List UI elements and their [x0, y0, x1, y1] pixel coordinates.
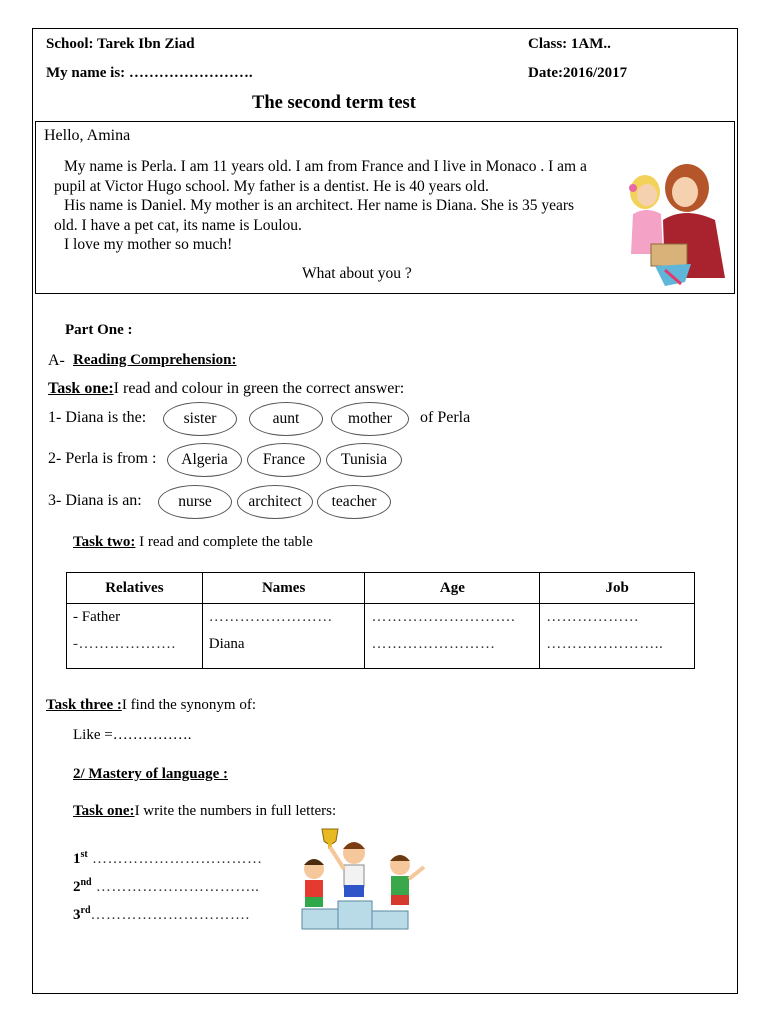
header-relatives: Relatives — [67, 573, 203, 604]
letter-closing: What about you ? — [302, 265, 412, 282]
reading-comprehension-heading: Reading Comprehension: — [73, 352, 237, 368]
synonym-blank[interactable]: Like =……………. — [73, 727, 192, 743]
table-row — [67, 604, 695, 669]
option-algeria[interactable]: Algeria — [167, 443, 242, 477]
ordinal-blank: …………………………. — [90, 907, 250, 923]
ordinal-1[interactable] — [73, 849, 262, 868]
letter-line-4: old. I have a pet cat, its name is Loulou. — [54, 217, 302, 234]
task-two-text: I read and complete the table — [135, 534, 313, 550]
option-aunt[interactable]: aunt — [249, 402, 323, 436]
age-cell — [365, 604, 540, 669]
task-one-numbers-text: I write the numbers in full letters: — [134, 803, 337, 819]
mastery-heading: 2/ Mastery of language : — [73, 766, 228, 782]
option-tunisia[interactable]: Tunisia — [326, 443, 402, 477]
mother-daughter-illustration — [615, 158, 730, 290]
option-mother[interactable]: mother — [331, 402, 409, 436]
question-3-prefix: 3- Diana is an: — [48, 492, 142, 509]
option-teacher[interactable]: teacher — [317, 485, 391, 519]
father-name-blank[interactable]: …………………… — [208, 609, 333, 625]
section-a-prefix: A- — [48, 352, 65, 369]
task-one-label: Task one: — [48, 380, 114, 397]
relatives-cell — [67, 604, 203, 669]
letter-greeting: Hello, Amina — [44, 127, 131, 144]
header-age: Age — [365, 573, 540, 604]
letter-line-2: pupil at Victor Hugo school. My father is a dentist. He is 40 years old. — [54, 178, 489, 195]
date-label: Date:2016/2017 — [528, 65, 628, 81]
father-job-blank[interactable]: ……………… — [546, 609, 640, 625]
ordinal-number: 1 — [73, 851, 81, 867]
header-job: Job — [540, 573, 695, 604]
letter-line-3: His name is Daniel. My mother is an architect. Her name is Diana. She is 35 years — [64, 197, 575, 214]
ordinal-blank: …………………………… — [87, 851, 263, 867]
letter-line-1: My name is Perla. I am 11 years old. I am from France and I live in Monaco . I am a — [64, 158, 587, 175]
student-name-field[interactable]: My name is: ……………………. — [46, 65, 253, 81]
ordinal-suffix: st — [80, 849, 88, 860]
names-cell — [202, 604, 365, 669]
task-one-text: I read and colour in green the correct answer: — [113, 380, 405, 397]
question-2-prefix: 2- Perla is from : — [48, 450, 157, 467]
option-nurse[interactable]: nurse — [158, 485, 232, 519]
job-cell — [540, 604, 695, 669]
option-architect[interactable]: architect — [237, 485, 313, 519]
ordinal-2[interactable] — [73, 877, 259, 896]
relatives-table — [66, 572, 695, 669]
podium-illustration — [292, 825, 437, 933]
header-names: Names — [202, 573, 365, 604]
ordinal-3[interactable] — [73, 905, 250, 924]
task-three-instruction — [46, 697, 256, 714]
task-three-label: Task three : — [46, 697, 122, 713]
option-sister[interactable]: sister — [163, 402, 237, 436]
ordinal-blank: ………………………….. — [91, 879, 260, 895]
ordinal-number: 3 — [73, 907, 81, 923]
school-name: School: Tarek Ibn Ziad — [46, 36, 195, 52]
mother-job-blank[interactable]: ………………….. — [546, 636, 664, 652]
task-two-instruction — [73, 534, 313, 551]
letter-line-5: I love my mother so much! — [64, 236, 233, 253]
relative-father: - Father — [73, 609, 121, 625]
task-three-text: I find the synonym of: — [121, 697, 256, 713]
part-one-heading: Part One : — [65, 322, 133, 338]
class-label: Class: 1AM.. — [528, 36, 611, 52]
option-france[interactable]: France — [247, 443, 321, 477]
ordinal-number: 2 — [73, 879, 81, 895]
task-one-numbers-label: Task one: — [73, 803, 135, 819]
ordinal-suffix: rd — [80, 905, 91, 916]
relative-blank[interactable]: -………………. — [73, 636, 176, 652]
father-age-blank[interactable]: ………………………. — [371, 609, 516, 625]
mother-name: Diana — [208, 636, 245, 652]
table-header-row — [67, 573, 695, 604]
page-title: The second term test — [252, 93, 416, 113]
mother-age-blank[interactable]: …………………… — [371, 636, 496, 652]
question-1-suffix: of Perla — [420, 409, 471, 426]
ordinal-suffix: nd — [80, 877, 92, 888]
task-two-label: Task two: — [73, 534, 136, 550]
question-1-prefix: 1- Diana is the: — [48, 409, 147, 426]
task-one-numbers-instruction — [73, 803, 336, 820]
task-one-instruction — [48, 380, 404, 398]
